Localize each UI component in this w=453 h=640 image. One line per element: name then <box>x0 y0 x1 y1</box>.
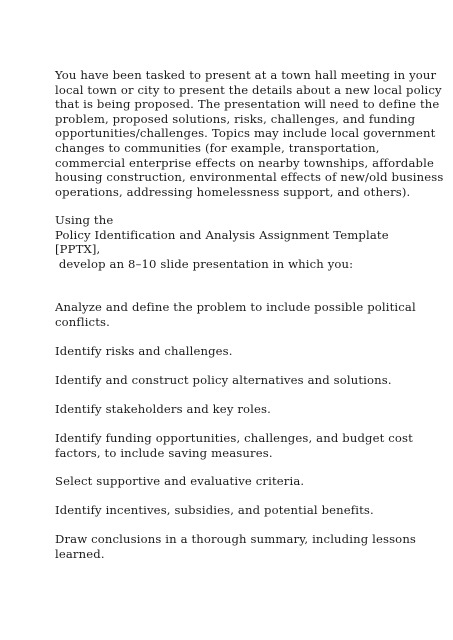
text-line: Identify risks and challenges. <box>55 344 233 358</box>
text-line: Using the <box>55 213 114 227</box>
text-line: that is being proposed. The presentation will need to define the <box>55 97 440 112</box>
text-line: Select supportive and evaluative criteria. <box>55 474 305 488</box>
text-line: Draw conclusions in a thorough summary, including lessons <box>55 532 417 546</box>
text-line: Identify stakeholders and key roles. <box>55 402 271 416</box>
text-line: factors, to include saving measures. <box>55 445 273 460</box>
task-3 <box>55 373 440 388</box>
text-line: Analyze and define the problem to include possible political <box>55 300 416 314</box>
task-6 <box>55 474 440 489</box>
text-line: operations, addressing homelessness support, and others). <box>55 184 411 199</box>
text-line: [PPTX], <box>55 242 101 257</box>
text-line: learned. <box>55 546 105 561</box>
template-reference: Policy Identification and Analysis Assignment Template <box>55 227 389 242</box>
text-line: You have been tasked to present at a town hall meeting in your <box>55 68 437 82</box>
text-line: changes to communities (for example, transportation, <box>55 140 380 155</box>
text-line: housing construction, environmental effects of new/old business <box>55 170 444 185</box>
text-line: conflicts. <box>55 314 110 329</box>
task-7 <box>55 503 440 518</box>
text-line: local town or city to present the details about a new local policy <box>55 82 442 97</box>
text-line: Identify incentives, subsidies, and potential benefits. <box>55 503 374 517</box>
text-line: Identify and construct policy alternatives and solutions. <box>55 373 392 387</box>
task-2 <box>55 344 440 359</box>
task-1 <box>55 300 440 329</box>
text-line: commercial enterprise effects on nearby townships, affordable <box>55 155 434 170</box>
instructions-paragraph <box>55 213 440 271</box>
text-line: develop an 8–10 slide presentation in which you: <box>55 256 354 271</box>
task-4 <box>55 402 440 417</box>
task-5 <box>55 431 440 460</box>
task-8 <box>55 532 440 561</box>
intro-paragraph <box>55 68 444 199</box>
text-line: Identify funding opportunities, challenges, and budget cost <box>55 431 413 445</box>
text-line: opportunities/challenges. Topics may include local government <box>55 126 436 141</box>
text-line: problem, proposed solutions, risks, challenges, and funding <box>55 111 416 126</box>
